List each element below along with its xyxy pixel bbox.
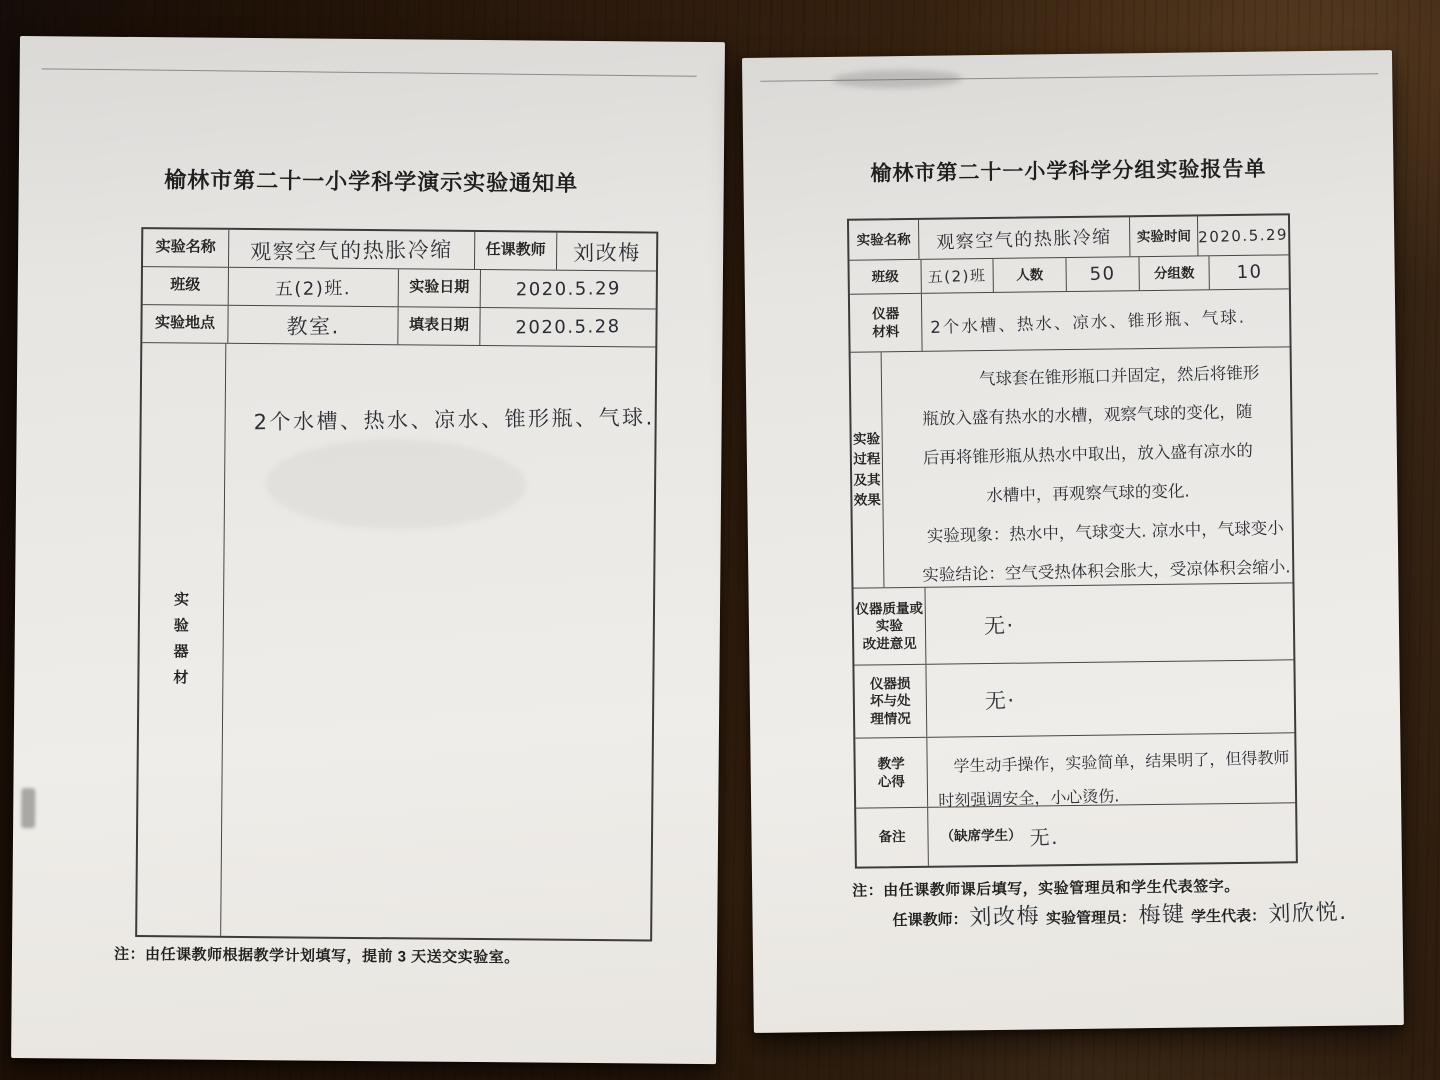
apparatus-value: 2个水槽、热水、凉水、锥形瓶、气球.	[930, 307, 1247, 337]
improvement-value: 无·	[983, 613, 1016, 639]
table-row	[143, 229, 656, 271]
fill-date-value: 2020.5.28	[515, 316, 621, 339]
equipment-value: 2个水槽、热水、凉水、锥形瓶、气球.	[253, 405, 655, 435]
table-row	[850, 289, 1290, 352]
table-row	[856, 803, 1296, 866]
class-label: 班级	[143, 267, 229, 305]
right-header-rule	[760, 73, 1378, 82]
count-value: 50	[1066, 257, 1139, 291]
left-header-rule	[42, 68, 697, 76]
class-value: 五(2)班.	[229, 268, 399, 306]
manager-signature-label: 实验管理员：	[1045, 909, 1137, 928]
group-count-value: 10	[1235, 261, 1263, 284]
right-form-note: 注：由任课教师课后填写，实验管理员和学生代表签字。	[852, 877, 1240, 900]
student-signature-label: 学生代表：	[1190, 907, 1267, 926]
teaching-notes-label: 教学 心得	[855, 738, 928, 808]
damage-value: 无·	[984, 688, 1016, 714]
experiment-date-value: 2020.5.29	[515, 278, 621, 301]
fill-date-label: 填表日期	[398, 307, 480, 345]
experiment-name-value: 观察空气的热胀冷缩	[919, 217, 1131, 259]
signature-row	[892, 896, 1353, 933]
experiment-name-label: 实验名称	[849, 220, 919, 260]
right-form-title: 榆林市第二十一小学科学分组实验报告单	[870, 157, 1267, 186]
table-row	[855, 733, 1295, 811]
table-row	[851, 347, 1293, 588]
right-form-paper	[742, 50, 1404, 1033]
left-form-title: 榆林市第二十一小学科学演示实验通知单	[164, 167, 579, 196]
class-value: 五(2)班	[921, 259, 993, 293]
teacher-label: 任课教师	[475, 232, 557, 270]
left-form-table	[135, 227, 658, 941]
improvement-label: 仪器质量或 实验 改进意见	[853, 588, 926, 665]
location-value: 教室.	[228, 306, 398, 344]
remarks-value: （缺席学生） 无.	[940, 824, 1060, 850]
equipment-label: 实验器材	[137, 343, 226, 936]
table-row	[849, 255, 1288, 294]
table-row	[137, 343, 655, 939]
experiment-name-label: 实验名称	[143, 229, 229, 267]
teacher-value: 刘改梅	[572, 240, 641, 266]
teacher-signature: 刘改梅	[969, 903, 1041, 932]
count-label: 人数	[993, 258, 1066, 292]
process-label: 实验 过程 及其 效果	[851, 352, 885, 587]
experiment-time-label: 实验时间	[1130, 216, 1198, 256]
apparatus-label: 仪器 材料	[850, 294, 923, 352]
left-form-paper	[11, 36, 725, 1064]
table-row	[142, 305, 655, 347]
right-form-table	[847, 213, 1298, 868]
group-count-label: 分组数	[1139, 256, 1209, 290]
remarks-label: 备注	[856, 808, 929, 867]
student-signature: 刘欣悦.	[1267, 899, 1348, 928]
left-form-note: 注：由任课教师根据教学计划填写，提前 3 天送交实验室。	[113, 945, 520, 967]
damage-label: 仪器损 坏与处 理情况	[854, 665, 927, 738]
location-label: 实验地点	[142, 305, 228, 343]
experiment-date-label: 实验日期	[399, 269, 481, 307]
experiment-time-value: 2020.5.29	[1198, 224, 1289, 246]
class-label: 班级	[849, 260, 921, 294]
table-row	[849, 215, 1288, 260]
teacher-signature-label: 任课教师：	[892, 911, 968, 930]
experiment-name-value: 观察空气的热胀冷缩	[229, 230, 475, 269]
process-value: 气球套在锥形瓶口并固定，然后将锥形 瓶放入盛有热水的水槽，观察气球的变化，随 后再将锥形瓶从热水中取出，放入盛有凉水的 水槽中，再观察气球的变化. 实验现象：热水中，气球变大. 凉水中，气球变小 实验结论：空气受热体积会胀大，受凉体积会缩小.	[921, 363, 1291, 585]
teaching-notes-value: 学生动手操作，实验简单，结果明了，但得教师时刻强调安全，小心烫伤.	[938, 747, 1290, 811]
manager-signature: 梅键	[1137, 902, 1186, 929]
table-row	[143, 267, 656, 309]
table-row	[853, 583, 1293, 665]
smudge	[21, 788, 35, 828]
table-row	[854, 660, 1294, 738]
